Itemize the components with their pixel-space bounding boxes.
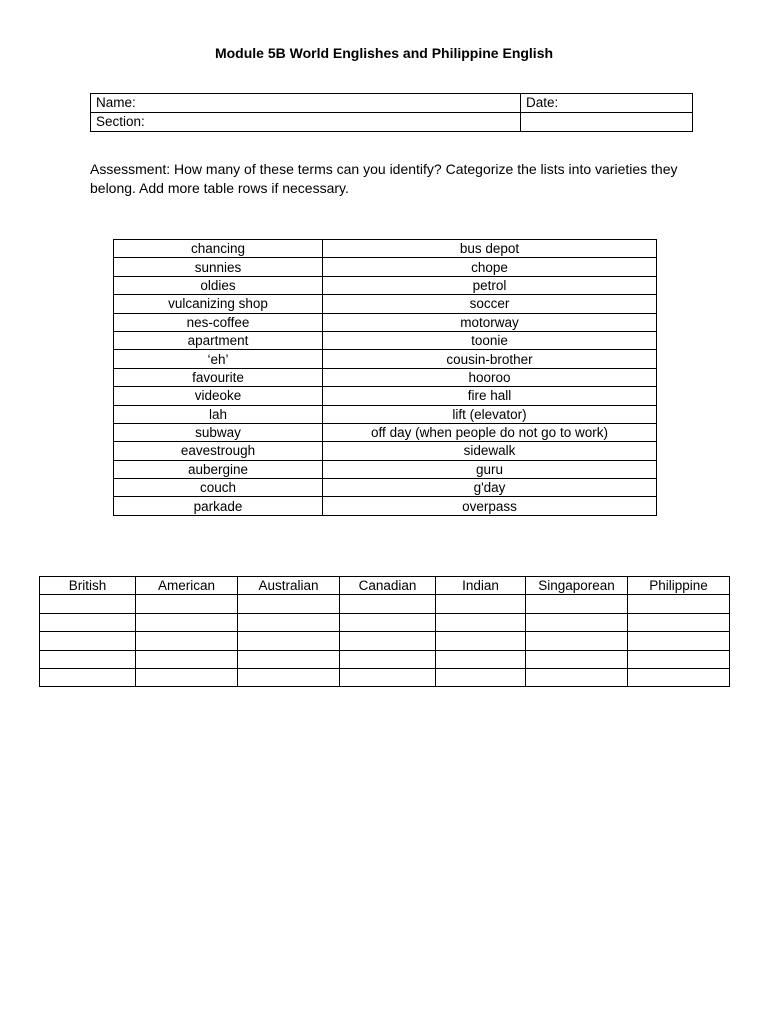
answer-cell[interactable] xyxy=(526,668,628,686)
answer-cell[interactable] xyxy=(40,632,136,650)
answer-cell[interactable] xyxy=(340,650,436,668)
table-row xyxy=(114,442,657,460)
answer-cell[interactable] xyxy=(436,632,526,650)
assessment-instructions: Assessment: How many of these terms can you identify? Categorize the lists into varieties they belong. Add more table rows if necessary. xyxy=(90,161,678,196)
category-header: Canadian xyxy=(340,577,436,595)
table-row xyxy=(114,258,657,276)
answer-cell[interactable] xyxy=(526,595,628,613)
answer-cell[interactable] xyxy=(136,668,238,686)
answer-cell[interactable] xyxy=(436,613,526,631)
table-row xyxy=(40,632,730,650)
term-cell: cousin-brother xyxy=(323,350,657,368)
term-cell: g'day xyxy=(323,479,657,497)
term-cell: oldies xyxy=(114,276,323,294)
term-cell: videoke xyxy=(114,387,323,405)
table-row xyxy=(40,613,730,631)
table-row xyxy=(40,595,730,613)
term-cell: off day (when people do not go to work) xyxy=(323,423,657,441)
answer-cell[interactable] xyxy=(340,668,436,686)
table-row xyxy=(40,668,730,686)
table-row xyxy=(114,313,657,331)
term-cell: couch xyxy=(114,479,323,497)
answer-cell[interactable] xyxy=(628,632,730,650)
term-cell: aubergine xyxy=(114,460,323,478)
category-header: Indian xyxy=(436,577,526,595)
answer-cell[interactable] xyxy=(628,650,730,668)
table-row xyxy=(114,387,657,405)
term-cell: favourite xyxy=(114,368,323,386)
term-cell: guru xyxy=(323,460,657,478)
category-header: American xyxy=(136,577,238,595)
table-row xyxy=(40,650,730,668)
page-title: Module 5B World Englishes and Philippine English xyxy=(214,45,554,61)
term-cell: overpass xyxy=(323,497,657,515)
answer-cell[interactable] xyxy=(238,668,340,686)
answer-cell[interactable] xyxy=(340,595,436,613)
answer-cell[interactable] xyxy=(526,632,628,650)
answer-cell[interactable] xyxy=(238,632,340,650)
table-row xyxy=(114,295,657,313)
term-cell: motorway xyxy=(323,313,657,331)
table-row xyxy=(114,479,657,497)
table-row xyxy=(114,368,657,386)
category-table xyxy=(39,576,730,687)
term-cell: petrol xyxy=(323,276,657,294)
table-row xyxy=(114,460,657,478)
table-row xyxy=(114,331,657,349)
answer-cell[interactable] xyxy=(436,650,526,668)
term-cell: vulcanizing shop xyxy=(114,295,323,313)
table-row xyxy=(91,113,693,132)
answer-cell[interactable] xyxy=(238,650,340,668)
answer-cell[interactable] xyxy=(340,613,436,631)
term-cell: sunnies xyxy=(114,258,323,276)
answer-cell[interactable] xyxy=(628,668,730,686)
term-cell: subway xyxy=(114,423,323,441)
answer-cell[interactable] xyxy=(238,613,340,631)
table-row xyxy=(114,350,657,368)
answer-cell[interactable] xyxy=(136,632,238,650)
category-header: Australian xyxy=(238,577,340,595)
term-cell: sidewalk xyxy=(323,442,657,460)
student-info-table xyxy=(90,93,693,132)
answer-cell[interactable] xyxy=(40,595,136,613)
table-header-row xyxy=(40,577,730,595)
table-row xyxy=(114,276,657,294)
table-row xyxy=(114,423,657,441)
category-header: Singaporean xyxy=(526,577,628,595)
answer-cell[interactable] xyxy=(436,668,526,686)
term-cell: chancing xyxy=(114,240,323,258)
answer-cell[interactable] xyxy=(238,595,340,613)
term-cell: apartment xyxy=(114,331,323,349)
term-cell: parkade xyxy=(114,497,323,515)
answer-cell[interactable] xyxy=(436,595,526,613)
answer-cell[interactable] xyxy=(628,595,730,613)
category-header: British xyxy=(40,577,136,595)
term-cell: nes-coffee xyxy=(114,313,323,331)
table-row xyxy=(91,94,693,113)
category-header: Philippine xyxy=(628,577,730,595)
answer-cell[interactable] xyxy=(526,613,628,631)
term-cell: toonie xyxy=(323,331,657,349)
answer-cell[interactable] xyxy=(136,595,238,613)
answer-cell[interactable] xyxy=(526,650,628,668)
answer-cell[interactable] xyxy=(136,613,238,631)
answer-cell[interactable] xyxy=(40,650,136,668)
answer-cell[interactable] xyxy=(628,613,730,631)
name-field[interactable]: Name: xyxy=(91,94,521,113)
blank-cell[interactable] xyxy=(521,113,693,132)
term-cell: lah xyxy=(114,405,323,423)
term-cell: ‘eh’ xyxy=(114,350,323,368)
term-cell: hooroo xyxy=(323,368,657,386)
answer-cell[interactable] xyxy=(40,613,136,631)
term-cell: bus depot xyxy=(323,240,657,258)
term-cell: chope xyxy=(323,258,657,276)
terms-table xyxy=(113,239,657,516)
table-row xyxy=(114,497,657,515)
section-field[interactable]: Section: xyxy=(91,113,521,132)
answer-cell[interactable] xyxy=(340,632,436,650)
date-field[interactable]: Date: xyxy=(521,94,693,113)
answer-cell[interactable] xyxy=(136,650,238,668)
table-row xyxy=(114,240,657,258)
term-cell: fire hall xyxy=(323,387,657,405)
term-cell: lift (elevator) xyxy=(323,405,657,423)
term-cell: eavestrough xyxy=(114,442,323,460)
answer-cell[interactable] xyxy=(40,668,136,686)
term-cell: soccer xyxy=(323,295,657,313)
table-row xyxy=(114,405,657,423)
